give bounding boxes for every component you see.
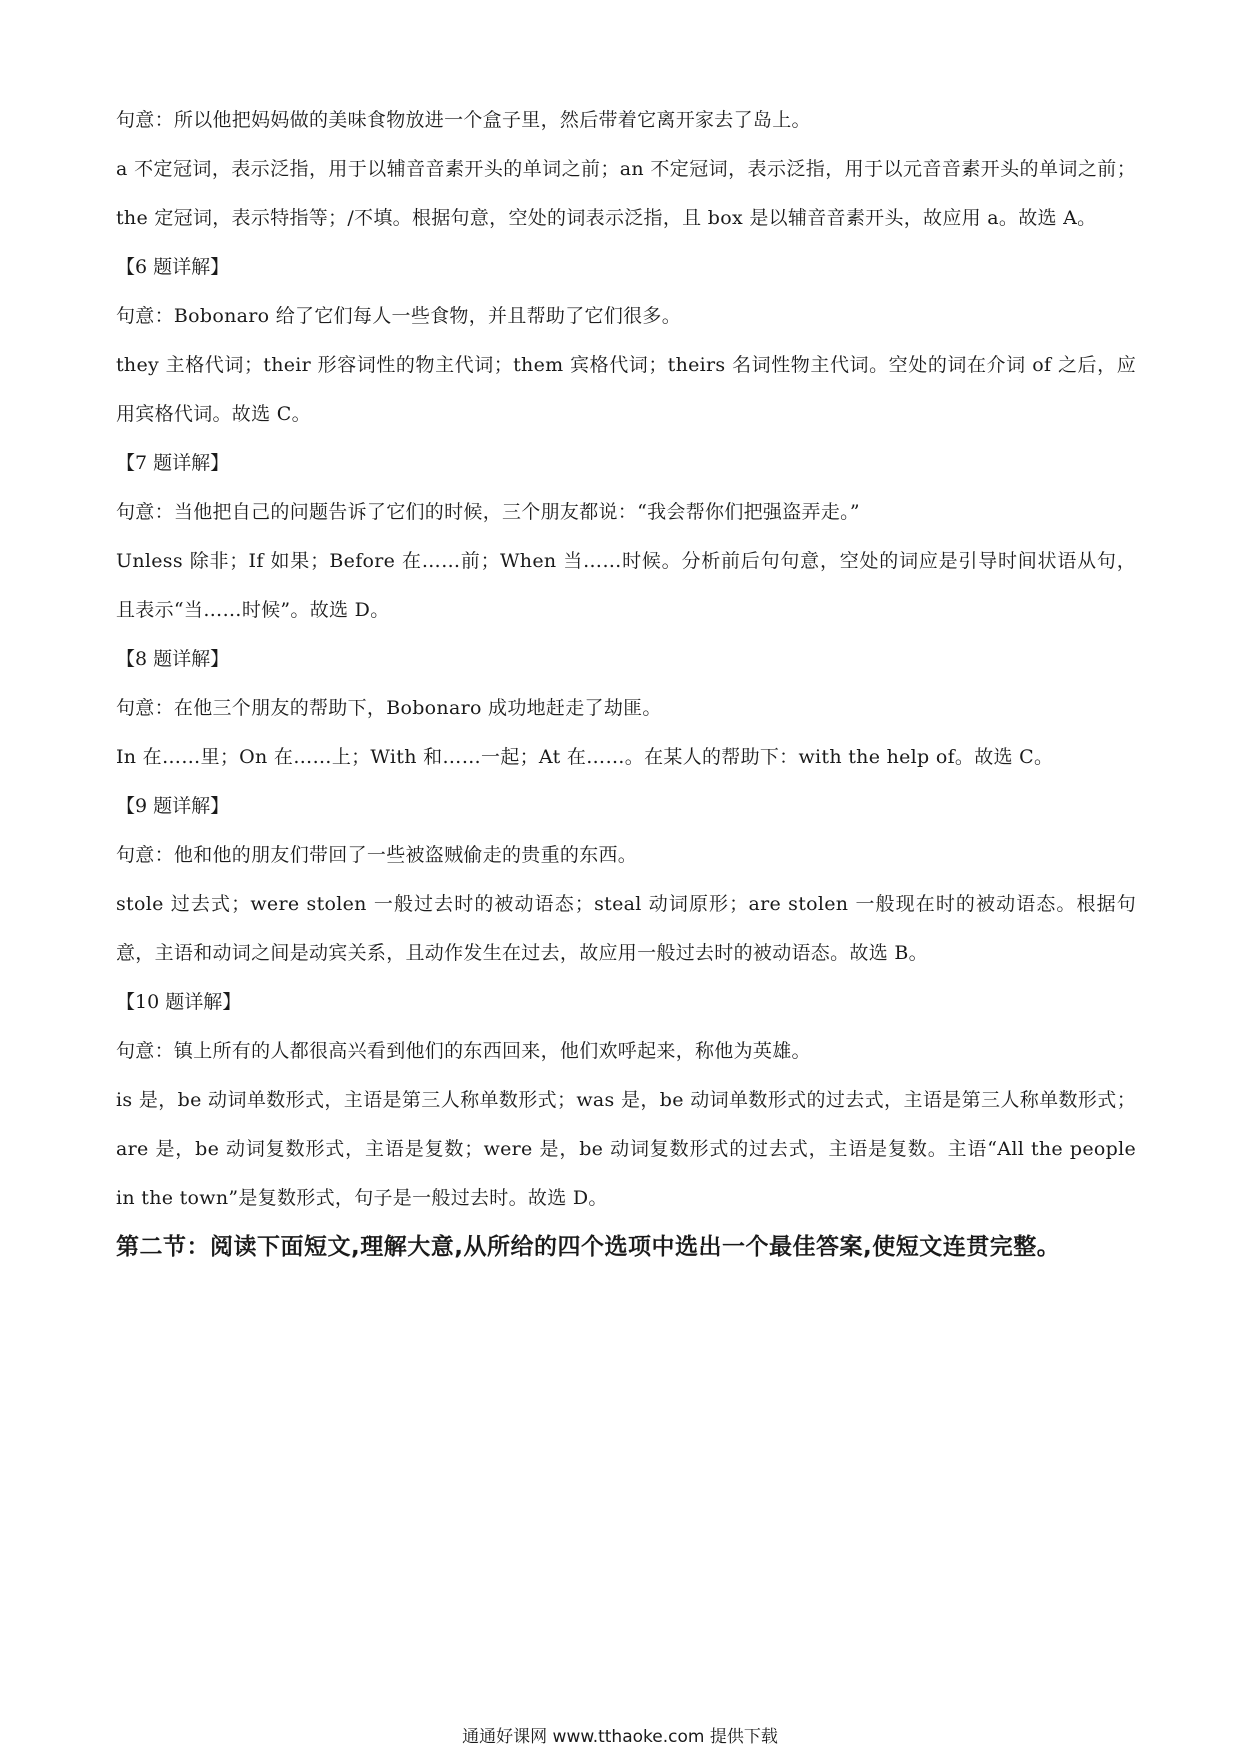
page-footer: 通通好课网 www.tthaoke.com 提供下载 [462, 1727, 778, 1747]
q7-explanation: Unless 除非；If 如果；Before 在……前；When 当……时候。分析前后句句意，空处的词应是引导时间状语从句，且表示“当……时候”。故选 D。 [116, 550, 1136, 621]
q10-sentence-meaning: 句意：镇上所有的人都很高兴看到他们的东西回来，他们欢呼起来，称他为英雄。 [116, 1040, 811, 1062]
q9-heading: 【9 题详解】 [116, 795, 230, 817]
q10-heading: 【10 题详解】 [116, 991, 242, 1013]
q8-heading: 【8 题详解】 [116, 648, 230, 670]
q6-sentence-meaning: 句意：Bobonaro 给了它们每人一些食物，并且帮助了它们很多。 [116, 305, 682, 327]
q5-sentence-meaning: 句意：所以他把妈妈做的美味食物放进一个盒子里，然后带着它离开家去了岛上。 [116, 109, 811, 131]
q6-explanation: they 主格代词；their 形容词性的物主代词；them 宾格代词；theirs 名词性物主代词。空处的词在介词 of 之后，应用宾格代词。故选 C。 [116, 354, 1136, 425]
q8-explanation: In 在……里；On 在……上；With 和……一起；At 在……。在某人的帮助下：with the help of。故选 C。 [116, 746, 1054, 768]
q8-sentence-meaning: 句意：在他三个朋友的帮助下，Bobonaro 成功地赶走了劫匪。 [116, 697, 662, 719]
q9-explanation: stole 过去式；were stolen 一般过去时的被动语态；steal 动词原形；are stolen 一般现在时的被动语态。根据句意，主语和动词之间是动宾关系，且动作发生在过去，故应用一般过去时的被动语态。故选 B。 [116, 893, 1136, 964]
q10-explanation: is 是，be 动词单数形式，主语是第三人称单数形式；was 是，be 动词单数形式的过去式，主语是第三人称单数形式；are 是，be 动词复数形式，主语是复数；were 是，be 动词复数形式的过去式，主语是复数。主语“All the people in the town”是复数形式，句子是一般过去时。故选 D。 [116, 1089, 1136, 1209]
q6-heading: 【6 题详解】 [116, 256, 230, 278]
section-two-title: 第二节：阅读下面短文,理解大意,从所给的四个选项中选出一个最佳答案,使短文连贯完整。 [116, 1234, 1061, 1260]
q7-sentence-meaning: 句意：当他把自己的问题告诉了它们的时候，三个朋友都说：“我会帮你们把强盗弄走。” [116, 501, 860, 523]
q9-sentence-meaning: 句意：他和他的朋友们带回了一些被盗贼偷走的贵重的东西。 [116, 844, 638, 866]
q7-heading: 【7 题详解】 [116, 452, 230, 474]
q5-explanation: a 不定冠词，表示泛指，用于以辅音音素开头的单词之前；an 不定冠词，表示泛指，用于以元音音素开头的单词之前；the 定冠词，表示特指等；/不填。根据句意，空处的词表示泛指，且 box 是以辅音音素开头，故应用 a。故选 A。 [116, 158, 1136, 229]
document-body [116, 96, 1136, 1272]
